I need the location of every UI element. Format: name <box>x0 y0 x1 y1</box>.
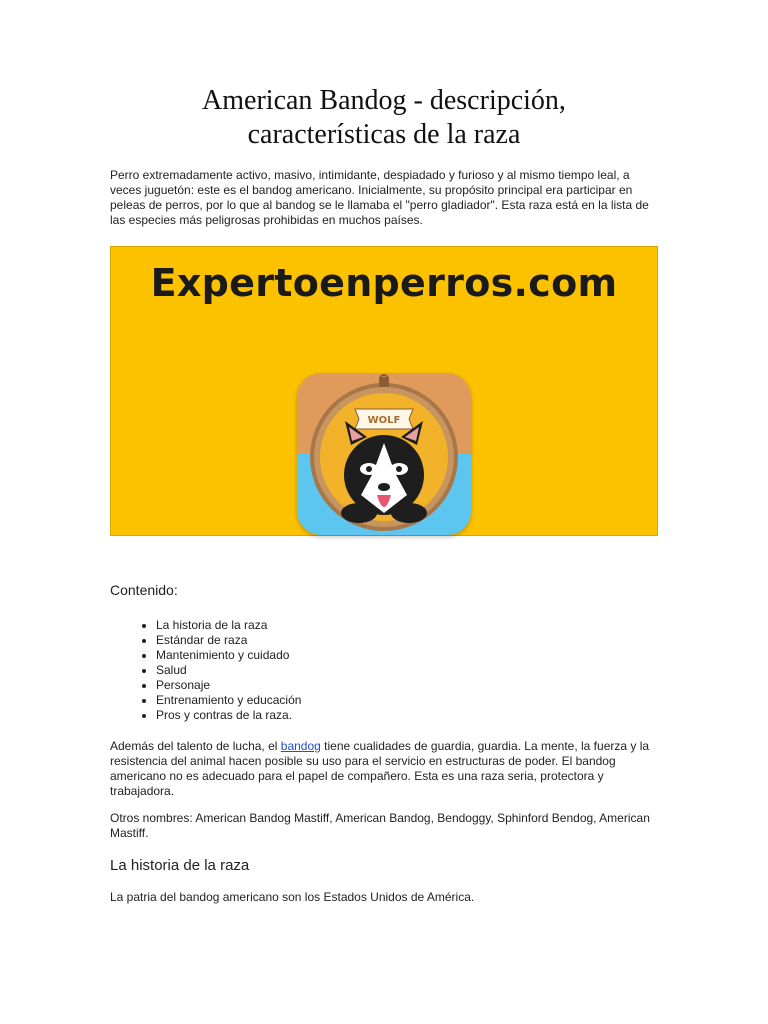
other-names-paragraph: Otros nombres: American Bandog Mastiff, American Bandog, Bendoggy, Sphinford Bendog, American Mastiff. <box>110 811 650 840</box>
intro-paragraph: Perro extremadamente activo, masivo, intimidante, despiadado y furioso y al mismo tiempo leal, a veces juguetón: este es el bandog americano. Inicialmente, su propósito principal era participar en peleas de perros, por lo que al bandog se le llamaba el "perro gladiador". Esta raza está en la lista de las especies más peligrosas prohibidas en muchos países. <box>110 168 649 227</box>
contents-item-health: • Salud <box>156 663 658 678</box>
para2-after: tiene cualidades de guardia, guardia. La mente, la fuerza y la resistencia del animal hacen posible su uso para el servicio en estructuras de poder. El bandog americano no es adecuado para el papel de compañero. Esta es una raza seria, protectora y trabajadora. <box>110 739 650 798</box>
contents-item-training: • Entrenamiento y educación <box>156 693 658 708</box>
contents-label: Contenido: <box>110 582 178 598</box>
contents-item-character: • Personaje <box>156 678 658 693</box>
bandog-link[interactable]: bandog <box>280 739 321 753</box>
contents-item-history: • La historia de la raza <box>156 618 658 633</box>
contents-item-pros-cons: • Pros y contras de la raza. <box>156 708 658 723</box>
title-line-1: American Bandog - descripción, <box>202 85 566 116</box>
title-line-2: características de la raza <box>247 119 521 150</box>
fighting-talent-paragraph <box>110 739 658 799</box>
para2-before: Además del talento de lucha, el <box>110 739 281 753</box>
history-paragraph: La patria del bandog americano son los Estados Unidos de América. <box>110 890 475 904</box>
banner-site-name: Expertoenperros.com <box>150 261 618 305</box>
dog-app-icon <box>297 373 471 535</box>
site-banner-image <box>110 246 658 536</box>
history-heading: La historia de la raza <box>110 857 250 874</box>
husky-embroidery-icon <box>297 373 471 535</box>
badge-text: WOLF <box>367 415 401 426</box>
document-page <box>110 84 658 905</box>
contents-list <box>110 618 658 723</box>
contents-item-standard: • Estándar de raza <box>156 633 658 648</box>
article-title <box>110 84 658 152</box>
contents-item-maintenance: • Mantenimiento y cuidado <box>156 648 658 663</box>
